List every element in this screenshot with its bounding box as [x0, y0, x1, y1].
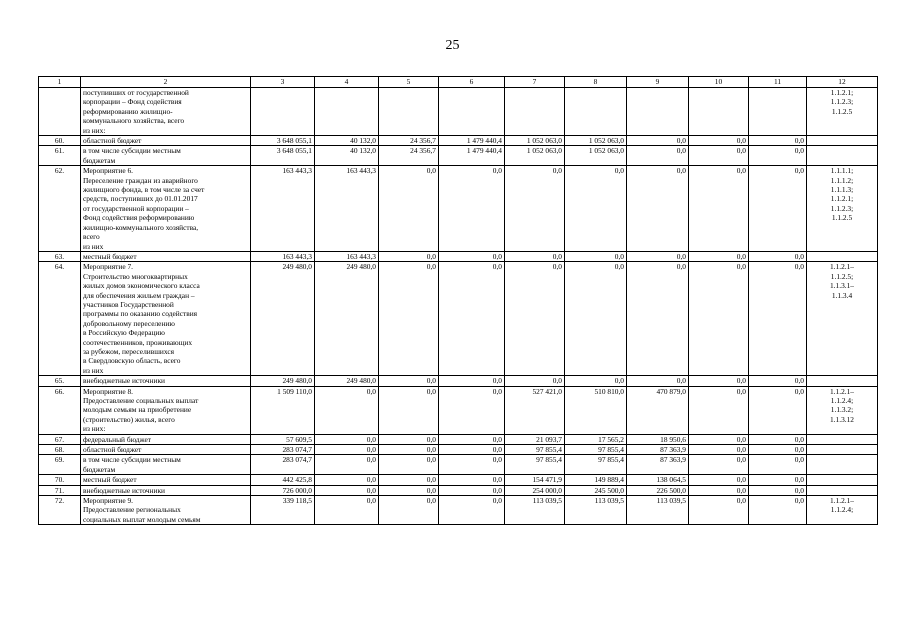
- table-row: [39, 485, 878, 495]
- amount-cell: 17 565,2: [565, 434, 627, 444]
- amount-cell: 0,0: [315, 386, 379, 434]
- amount-cell: 0,0: [749, 251, 807, 261]
- table-row: [39, 475, 878, 485]
- amount-cell: 97 855,4: [505, 445, 565, 455]
- amount-cell: 0,0: [689, 434, 749, 444]
- row-number: 67.: [39, 434, 81, 444]
- amount-cell: 0,0: [315, 485, 379, 495]
- amount-cell: [379, 88, 439, 136]
- column-header: 2: [81, 77, 251, 88]
- amount-cell: 0,0: [505, 251, 565, 261]
- row-number: 71.: [39, 485, 81, 495]
- amount-cell: 0,0: [749, 136, 807, 146]
- table-row: [39, 146, 878, 166]
- table-row: [39, 455, 878, 475]
- amount-cell: 0,0: [749, 475, 807, 485]
- amount-cell: [689, 88, 749, 136]
- target-indicator-ref: 1.1.2.1– 1.1.2.4;: [807, 496, 878, 525]
- amount-cell: 0,0: [689, 251, 749, 261]
- amount-cell: 0,0: [439, 434, 505, 444]
- row-description: в том числе субсидии местным бюджетам: [81, 146, 251, 166]
- target-indicator-ref: 1.1.2.1; 1.1.2.3; 1.1.2.5: [807, 88, 878, 136]
- amount-cell: 0,0: [565, 376, 627, 386]
- amount-cell: 0,0: [565, 166, 627, 252]
- amount-cell: 0,0: [379, 376, 439, 386]
- row-number: 68.: [39, 445, 81, 455]
- amount-cell: 154 471,9: [505, 475, 565, 485]
- amount-cell: [627, 88, 689, 136]
- amount-cell: 113 039,5: [505, 496, 565, 525]
- amount-cell: 163 443,3: [251, 166, 315, 252]
- row-number: 63.: [39, 251, 81, 261]
- amount-cell: 3 648 055,1: [251, 136, 315, 146]
- row-description: Мероприятие 7. Строительство многоквартирных жилых домов экономического класса для обеспечения жильем граждан – участников Государственной программы по оказанию содействия добровольному переселению в Российскую Федерацию соотечественников, проживающих за рубежом, переселившихся в Свердловскую область, всего из них: [81, 262, 251, 376]
- header-row: [39, 77, 878, 88]
- row-number: 70.: [39, 475, 81, 485]
- amount-cell: 0,0: [627, 262, 689, 376]
- row-number: 66.: [39, 386, 81, 434]
- amount-cell: 245 500,0: [565, 485, 627, 495]
- row-number: 69.: [39, 455, 81, 475]
- amount-cell: 1 509 110,0: [251, 386, 315, 434]
- amount-cell: 0,0: [379, 386, 439, 434]
- amount-cell: 254 000,0: [505, 485, 565, 495]
- row-description: Мероприятие 9. Предоставление региональных социальных выплат молодым семьям: [81, 496, 251, 525]
- target-indicator-ref: [807, 146, 878, 166]
- table-row: [39, 88, 878, 136]
- target-indicator-ref: [807, 455, 878, 475]
- amount-cell: [251, 88, 315, 136]
- row-number: 62.: [39, 166, 81, 252]
- amount-cell: 1 479 440,4: [439, 136, 505, 146]
- amount-cell: 0,0: [749, 386, 807, 434]
- row-description: поступивших от государственной корпорации – Фонд содействия реформированию жилищно- коммунального хозяйства, всего из них:: [81, 88, 251, 136]
- page-number: 25: [445, 38, 460, 53]
- amount-cell: 1 052 063,0: [505, 146, 565, 166]
- row-number: 72.: [39, 496, 81, 525]
- target-indicator-ref: [807, 376, 878, 386]
- amount-cell: [565, 88, 627, 136]
- row-description: в том числе субсидии местным бюджетам: [81, 455, 251, 475]
- row-description: Мероприятие 6. Переселение граждан из аварийного жилищного фонда, в том числе за счет средств, поступивших до 01.01.2017 от государственной корпорации – Фонд содействия реформированию жилищно-коммунального хозяйства, всего из них: [81, 166, 251, 252]
- amount-cell: 0,0: [315, 475, 379, 485]
- amount-cell: 24 356,7: [379, 146, 439, 166]
- amount-cell: 0,0: [315, 496, 379, 525]
- amount-cell: 87 363,9: [627, 445, 689, 455]
- column-header: 6: [439, 77, 505, 88]
- target-indicator-ref: [807, 434, 878, 444]
- table-row: [39, 262, 878, 376]
- target-indicator-ref: [807, 136, 878, 146]
- amount-cell: 40 132,0: [315, 146, 379, 166]
- amount-cell: 1 052 063,0: [565, 146, 627, 166]
- row-number: 65.: [39, 376, 81, 386]
- table-row: [39, 434, 878, 444]
- target-indicator-ref: [807, 485, 878, 495]
- amount-cell: 0,0: [439, 455, 505, 475]
- column-header: 7: [505, 77, 565, 88]
- column-header: 10: [689, 77, 749, 88]
- amount-cell: 0,0: [749, 434, 807, 444]
- amount-cell: [439, 88, 505, 136]
- column-header: 3: [251, 77, 315, 88]
- amount-cell: 0,0: [689, 136, 749, 146]
- amount-cell: 0,0: [627, 376, 689, 386]
- row-description: внебюджетные источники: [81, 485, 251, 495]
- amount-cell: 0,0: [749, 262, 807, 376]
- column-header: 5: [379, 77, 439, 88]
- amount-cell: 0,0: [749, 496, 807, 525]
- amount-cell: 0,0: [689, 166, 749, 252]
- amount-cell: 0,0: [689, 445, 749, 455]
- amount-cell: [505, 88, 565, 136]
- amount-cell: 0,0: [505, 166, 565, 252]
- amount-cell: 0,0: [439, 496, 505, 525]
- amount-cell: 470 879,0: [627, 386, 689, 434]
- amount-cell: 0,0: [627, 146, 689, 166]
- amount-cell: 249 480,0: [251, 262, 315, 376]
- row-description: внебюджетные источники: [81, 376, 251, 386]
- amount-cell: 87 363,9: [627, 455, 689, 475]
- table-body: [39, 77, 878, 525]
- column-header: 8: [565, 77, 627, 88]
- amount-cell: 0,0: [689, 475, 749, 485]
- amount-cell: 0,0: [689, 262, 749, 376]
- amount-cell: 249 480,0: [251, 376, 315, 386]
- amount-cell: 726 000,0: [251, 485, 315, 495]
- column-header: 12: [807, 77, 878, 88]
- amount-cell: 18 950,6: [627, 434, 689, 444]
- amount-cell: 97 855,4: [565, 445, 627, 455]
- column-header: 11: [749, 77, 807, 88]
- amount-cell: 0,0: [379, 251, 439, 261]
- amount-cell: 0,0: [565, 262, 627, 376]
- amount-cell: 163 443,3: [251, 251, 315, 261]
- amount-cell: 0,0: [379, 166, 439, 252]
- amount-cell: 0,0: [439, 376, 505, 386]
- amount-cell: 0,0: [627, 251, 689, 261]
- amount-cell: 226 500,0: [627, 485, 689, 495]
- amount-cell: 0,0: [627, 136, 689, 146]
- column-header: 1: [39, 77, 81, 88]
- amount-cell: 0,0: [689, 455, 749, 475]
- amount-cell: 0,0: [315, 455, 379, 475]
- amount-cell: 97 855,4: [565, 455, 627, 475]
- amount-cell: 113 039,5: [627, 496, 689, 525]
- row-description: Мероприятие 8. Предоставление социальных выплат молодым семьям на приобретение (строительство) жилья, всего из них:: [81, 386, 251, 434]
- budget-table: [38, 76, 878, 525]
- amount-cell: 0,0: [689, 485, 749, 495]
- amount-cell: 0,0: [379, 496, 439, 525]
- table-row: [39, 166, 878, 252]
- target-indicator-ref: 1.1.2.1– 1.1.2.4; 1.1.3.2; 1.1.3.12: [807, 386, 878, 434]
- table-row: [39, 445, 878, 455]
- table-row: [39, 386, 878, 434]
- amount-cell: 1 052 063,0: [505, 136, 565, 146]
- amount-cell: 0,0: [749, 376, 807, 386]
- table-row: [39, 136, 878, 146]
- amount-cell: 0,0: [627, 166, 689, 252]
- amount-cell: 0,0: [439, 485, 505, 495]
- amount-cell: 0,0: [749, 146, 807, 166]
- amount-cell: 0,0: [505, 262, 565, 376]
- amount-cell: 163 443,3: [315, 251, 379, 261]
- row-number: 61.: [39, 146, 81, 166]
- row-number: 64.: [39, 262, 81, 376]
- amount-cell: 0,0: [315, 445, 379, 455]
- amount-cell: 0,0: [379, 262, 439, 376]
- amount-cell: 3 648 055,1: [251, 146, 315, 166]
- amount-cell: 57 609,5: [251, 434, 315, 444]
- amount-cell: 97 855,4: [505, 455, 565, 475]
- amount-cell: 0,0: [689, 376, 749, 386]
- amount-cell: 24 356,7: [379, 136, 439, 146]
- amount-cell: 249 480,0: [315, 376, 379, 386]
- amount-cell: 0,0: [379, 485, 439, 495]
- target-indicator-ref: [807, 475, 878, 485]
- amount-cell: 0,0: [379, 445, 439, 455]
- amount-cell: 0,0: [749, 166, 807, 252]
- amount-cell: 0,0: [689, 146, 749, 166]
- amount-cell: 0,0: [565, 251, 627, 261]
- amount-cell: 527 421,0: [505, 386, 565, 434]
- amount-cell: 283 074,7: [251, 455, 315, 475]
- amount-cell: 442 425,8: [251, 475, 315, 485]
- amount-cell: 113 039,5: [565, 496, 627, 525]
- column-header: 4: [315, 77, 379, 88]
- row-description: областной бюджет: [81, 445, 251, 455]
- amount-cell: 0,0: [439, 386, 505, 434]
- amount-cell: 0,0: [379, 434, 439, 444]
- table-row: [39, 376, 878, 386]
- target-indicator-ref: 1.1.2.1– 1.1.2.5; 1.1.3.1– 1.1.3.4: [807, 262, 878, 376]
- amount-cell: 0,0: [749, 455, 807, 475]
- amount-cell: 0,0: [689, 496, 749, 525]
- amount-cell: 138 064,5: [627, 475, 689, 485]
- target-indicator-ref: 1.1.1.1; 1.1.1.2; 1.1.1.3; 1.1.2.1; 1.1.2.3; 1.1.2.5: [807, 166, 878, 252]
- amount-cell: 0,0: [439, 475, 505, 485]
- table-row: [39, 496, 878, 525]
- amount-cell: 0,0: [689, 386, 749, 434]
- amount-cell: 283 074,7: [251, 445, 315, 455]
- target-indicator-ref: [807, 251, 878, 261]
- column-header: 9: [627, 77, 689, 88]
- amount-cell: 339 118,5: [251, 496, 315, 525]
- amount-cell: 0,0: [439, 251, 505, 261]
- row-number: [39, 88, 81, 136]
- amount-cell: [749, 88, 807, 136]
- amount-cell: 0,0: [379, 475, 439, 485]
- amount-cell: 0,0: [505, 376, 565, 386]
- amount-cell: 0,0: [379, 455, 439, 475]
- row-description: федеральный бюджет: [81, 434, 251, 444]
- amount-cell: 0,0: [439, 262, 505, 376]
- amount-cell: 0,0: [439, 166, 505, 252]
- amount-cell: 163 443,3: [315, 166, 379, 252]
- amount-cell: 21 093,7: [505, 434, 565, 444]
- amount-cell: 40 132,0: [315, 136, 379, 146]
- amount-cell: 0,0: [749, 445, 807, 455]
- table-row: [39, 251, 878, 261]
- amount-cell: [315, 88, 379, 136]
- amount-cell: 1 479 440,4: [439, 146, 505, 166]
- target-indicator-ref: [807, 445, 878, 455]
- row-description: областной бюджет: [81, 136, 251, 146]
- amount-cell: 0,0: [749, 485, 807, 495]
- amount-cell: 249 480,0: [315, 262, 379, 376]
- amount-cell: 1 052 063,0: [565, 136, 627, 146]
- amount-cell: 510 810,0: [565, 386, 627, 434]
- amount-cell: 0,0: [439, 445, 505, 455]
- row-description: местный бюджет: [81, 251, 251, 261]
- row-description: местный бюджет: [81, 475, 251, 485]
- amount-cell: 149 889,4: [565, 475, 627, 485]
- row-number: 60.: [39, 136, 81, 146]
- amount-cell: 0,0: [315, 434, 379, 444]
